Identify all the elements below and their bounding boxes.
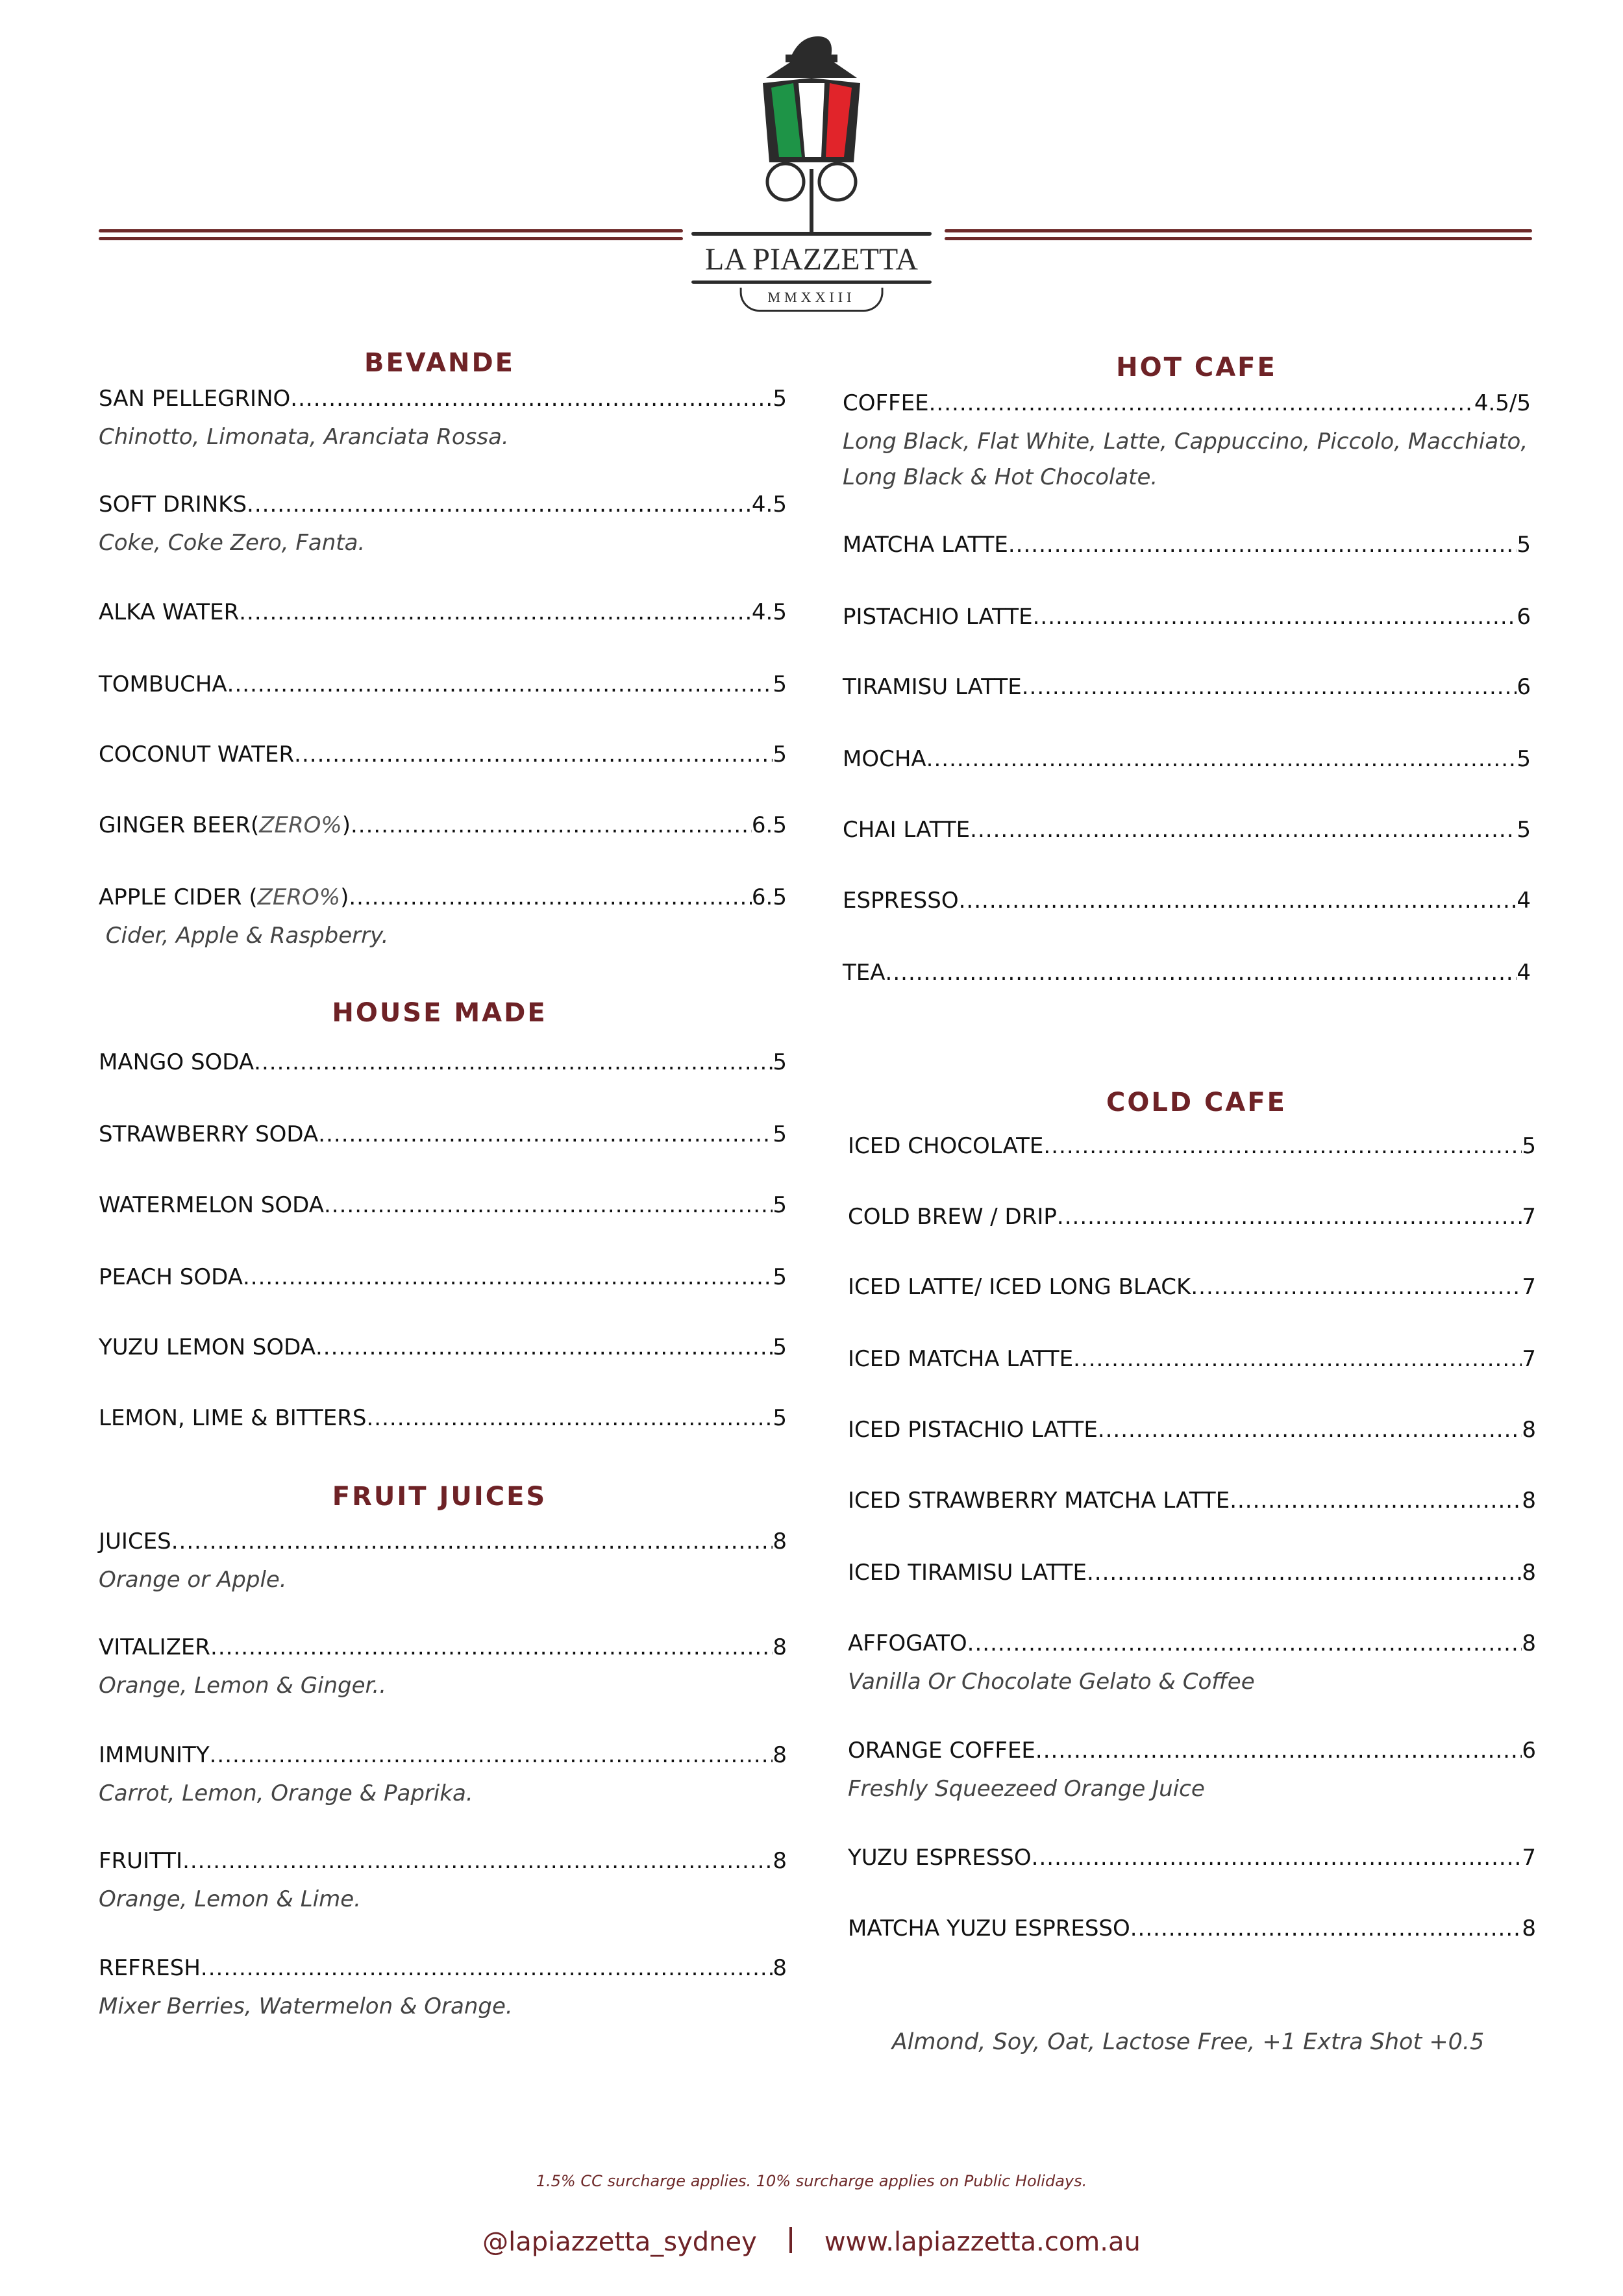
item-name-text: STRAWBERRY SODA — [99, 1121, 319, 1147]
item-name-text: ICED LATTE/ ICED LONG BLACK — [848, 1274, 1191, 1301]
item-name-text: VITALIZER — [99, 1634, 211, 1661]
menu-item — [843, 888, 1531, 914]
section-heading: COLD CAFE — [1106, 1088, 1287, 1117]
item-name-text: ICED CHOCOLATE — [848, 1132, 1044, 1159]
item-name — [99, 1405, 366, 1431]
description-line: Mixer Berries, Watermelon & Orange. — [99, 1993, 513, 2020]
menu-item — [843, 746, 1531, 772]
menu-item-line — [99, 1192, 787, 1218]
item-price: 5 — [1517, 531, 1531, 558]
item-price: 8 — [773, 1847, 787, 1874]
item-description — [99, 1668, 787, 1704]
item-name — [99, 742, 294, 767]
menu-item — [848, 1915, 1536, 1941]
menu-item — [99, 1192, 787, 1218]
item-name-text: MATCHA YUZU ESPRESSO — [848, 1915, 1130, 1941]
menu-item-line — [99, 1334, 787, 1360]
item-name-note: ZERO% — [259, 812, 342, 839]
dot-leader — [201, 1955, 773, 1981]
header-rule-left-bottom — [99, 237, 683, 240]
item-name — [99, 1192, 324, 1218]
item-name — [99, 492, 247, 518]
menu-item-line — [99, 671, 787, 697]
menu-item — [99, 1955, 787, 2025]
menu-item — [843, 960, 1531, 986]
item-price: 5 — [773, 1121, 787, 1147]
item-name-suffix: ) — [341, 812, 351, 839]
menu-item-line — [99, 599, 787, 625]
item-price: 5 — [773, 742, 787, 768]
item-name-text: TEA — [843, 959, 886, 986]
dot-leader — [1035, 1738, 1522, 1764]
item-name — [99, 1264, 243, 1290]
dot-leader — [886, 960, 1517, 986]
item-price: 4 — [1517, 887, 1531, 914]
footer — [0, 2227, 1623, 2257]
menu-item-line — [848, 1346, 1536, 1372]
item-name — [99, 1121, 318, 1147]
dot-leader — [1043, 1133, 1522, 1159]
item-name-text: TOMBUCHA — [99, 671, 227, 697]
menu-item-line — [848, 1274, 1536, 1300]
dot-leader — [171, 1529, 773, 1554]
dot-leader — [324, 1192, 773, 1218]
description-line: Orange, Lemon & Ginger.. — [99, 1673, 387, 1699]
item-name — [848, 1204, 1057, 1230]
dot-leader — [349, 884, 752, 910]
dot-leader — [1191, 1274, 1522, 1300]
menu-item-line — [99, 1121, 787, 1147]
item-name-text: PISTACHIO LATTE — [843, 603, 1033, 630]
menu-item — [848, 1738, 1536, 1807]
menu-item — [99, 1334, 787, 1360]
menu-item — [848, 1204, 1536, 1230]
dot-leader — [959, 888, 1517, 914]
dot-leader — [318, 1121, 773, 1147]
item-name-text: ESPRESSO — [843, 887, 959, 914]
item-price: 7 — [1522, 1274, 1536, 1301]
item-price: 5 — [773, 1334, 787, 1361]
menu-item — [843, 532, 1531, 558]
menu-item-line — [99, 1405, 787, 1431]
item-name-text: YUZU LEMON SODA — [99, 1334, 316, 1361]
item-name — [843, 817, 970, 843]
dot-leader — [1098, 1417, 1522, 1443]
menu-item-line — [99, 1049, 787, 1075]
item-name — [99, 386, 290, 412]
item-name-text: YUZU ESPRESSO — [848, 1845, 1032, 1871]
header-rule-left-top — [99, 229, 683, 232]
item-name-text: MANGO SODA — [99, 1049, 254, 1075]
menu-item — [848, 1845, 1536, 1871]
menu-item-line — [843, 674, 1531, 700]
item-name-text: PEACH SODA — [99, 1264, 243, 1290]
menu-item-line — [848, 1560, 1536, 1586]
item-name — [99, 1049, 254, 1075]
menu-item — [99, 1264, 787, 1290]
item-price: 8 — [1522, 1417, 1536, 1443]
item-price: 6 — [1517, 603, 1531, 630]
menu-item — [848, 1417, 1536, 1443]
item-description — [99, 1562, 787, 1598]
dot-leader — [182, 1848, 773, 1874]
dot-leader — [239, 599, 752, 625]
item-name — [843, 746, 926, 772]
item-price: 4.5/5 — [1474, 390, 1531, 417]
menu-item — [848, 1630, 1536, 1700]
item-name-text: GINGER BEER( — [99, 812, 260, 839]
item-description — [99, 1989, 787, 2025]
footer-separator — [789, 2227, 792, 2253]
menu-item — [99, 671, 787, 697]
dot-leader — [1033, 604, 1517, 630]
section-heading: BEVANDE — [364, 347, 515, 378]
item-name — [848, 1738, 1035, 1764]
item-name — [843, 532, 1008, 558]
header-rule-right-bottom — [945, 237, 1532, 240]
item-name — [848, 1274, 1191, 1300]
item-name-text: CHAI LATTE — [843, 816, 971, 843]
item-description — [843, 424, 1531, 495]
item-name — [99, 884, 349, 910]
dot-leader — [210, 1634, 773, 1660]
menu-item-line — [848, 1738, 1536, 1764]
dot-leader — [366, 1405, 773, 1431]
item-name-text: MOCHA — [843, 746, 926, 773]
item-name — [99, 1334, 316, 1360]
item-name — [848, 1346, 1073, 1372]
dot-leader — [351, 812, 752, 838]
description-line: Carrot, Lemon, Orange & Paprika. — [99, 1780, 473, 1806]
menu-item-line — [848, 1845, 1536, 1871]
dot-leader — [290, 386, 773, 412]
item-name-text: ALKA WATER — [99, 599, 240, 625]
menu-item-line — [843, 604, 1531, 630]
la-piazzetta-logo — [688, 32, 935, 286]
description-line: Orange or Apple. — [99, 1567, 287, 1593]
dot-leader — [210, 1742, 773, 1768]
description-line: Vanilla Or Chocolate Gelato & Coffee — [848, 1668, 1255, 1695]
menu-item — [99, 1848, 787, 1917]
menu-item-line — [843, 960, 1531, 986]
item-name-text: IMMUNITY — [99, 1741, 210, 1768]
logo-wordmark: LA PIAZZETTA — [704, 242, 919, 277]
menu-item-line — [99, 386, 787, 412]
item-price: 5 — [773, 1264, 787, 1290]
menu-item — [99, 1049, 787, 1075]
description-line: Freshly Squeezeed Orange Juice — [848, 1775, 1205, 1802]
item-name — [99, 671, 227, 697]
item-name — [843, 604, 1033, 630]
item-price: 7 — [1522, 1845, 1536, 1871]
menu-item — [99, 742, 787, 767]
item-name — [99, 599, 239, 625]
item-name — [99, 1848, 182, 1874]
menu-item-line — [843, 888, 1531, 914]
dot-leader — [1057, 1204, 1522, 1230]
item-name-text: ICED TIRAMISU LATTE — [848, 1559, 1087, 1586]
item-price: 5 — [773, 386, 787, 412]
item-description — [848, 1771, 1536, 1807]
item-price: 5 — [773, 1404, 787, 1431]
menu-item-line — [99, 812, 787, 838]
item-price: 8 — [1522, 1487, 1536, 1514]
section-heading: HOUSE MADE — [332, 997, 547, 1028]
menu-item-line — [99, 492, 787, 518]
dot-leader — [254, 1049, 773, 1075]
item-price: 5 — [773, 1049, 787, 1075]
menu-item-line — [843, 817, 1531, 843]
item-name-text: TIRAMISU LATTE — [843, 674, 1022, 701]
menu-item — [99, 884, 787, 954]
dot-leader — [970, 817, 1517, 843]
item-name-text: FRUITTI — [99, 1847, 183, 1874]
logo-year: MMXXIII — [740, 288, 884, 312]
item-price: 8 — [773, 1741, 787, 1768]
menu-item — [848, 1274, 1536, 1300]
item-name — [843, 960, 886, 986]
menu-item-line — [848, 1204, 1536, 1230]
item-price: 6 — [1522, 1737, 1536, 1764]
dot-leader — [926, 746, 1517, 772]
menu-item — [99, 1121, 787, 1147]
menu-item — [848, 1560, 1536, 1586]
description-line: Long Black & Hot Chocolate. — [843, 464, 1158, 491]
menu-item-line — [99, 1955, 787, 1981]
menu-item — [99, 1742, 787, 1812]
item-price: 5 — [1517, 816, 1531, 843]
header-rule-right-top — [945, 229, 1532, 232]
menu-item-line — [99, 742, 787, 767]
item-name — [99, 1955, 201, 1981]
dot-leader — [929, 390, 1474, 416]
item-name-text: MATCHA LATTE — [843, 531, 1008, 558]
menu-item-line — [99, 884, 787, 910]
menu-item-line — [843, 390, 1531, 416]
menu-item-line — [843, 532, 1531, 558]
dot-leader — [967, 1630, 1522, 1656]
item-price: 8 — [1522, 1915, 1536, 1941]
item-price: 7 — [1522, 1346, 1536, 1373]
item-name-text: COCONUT WATER — [99, 742, 295, 768]
item-name-text: SAN PELLEGRINO — [99, 386, 291, 412]
item-description — [99, 1882, 787, 1917]
item-description — [99, 1776, 787, 1812]
surcharge-notice: 1.5% CC surcharge applies. 10% surcharge applies on Public Holidays. — [536, 2172, 1087, 2190]
item-price: 6.5 — [751, 812, 787, 839]
item-price: 5 — [1517, 746, 1531, 773]
item-description — [99, 525, 787, 561]
dot-leader — [1022, 674, 1517, 700]
item-name — [848, 1845, 1032, 1871]
item-price: 5 — [773, 671, 787, 697]
menu-item — [848, 1346, 1536, 1372]
dot-leader — [243, 1264, 773, 1290]
menu-item — [99, 1529, 787, 1598]
dot-leader — [294, 742, 773, 767]
item-description — [848, 1664, 1536, 1700]
item-name-text: SOFT DRINKS — [99, 492, 247, 518]
menu-item-line — [99, 1634, 787, 1660]
description-line: Long Black, Flat White, Latte, Cappuccino, Piccolo, Macchiato, — [843, 429, 1528, 455]
item-name-text: WATERMELON SODA — [99, 1192, 324, 1218]
item-name-text: ICED PISTACHIO LATTE — [848, 1417, 1098, 1443]
menu-item — [848, 1488, 1536, 1514]
instagram-handle[interactable]: @lapiazzetta_sydney — [482, 2227, 757, 2257]
menu-item-line — [848, 1417, 1536, 1443]
dot-leader — [316, 1334, 773, 1360]
milk-options-note: Almond, Soy, Oat, Lactose Free, +1 Extra Shot +0.5 — [891, 2029, 1485, 2055]
item-name — [848, 1915, 1130, 1941]
item-price: 8 — [1522, 1630, 1536, 1656]
menu-item-line — [99, 1264, 787, 1290]
menu-item — [99, 386, 787, 455]
item-name — [99, 1529, 171, 1554]
item-name — [843, 390, 929, 416]
dot-leader — [227, 671, 773, 697]
description-line: Coke, Coke Zero, Fanta. — [99, 530, 365, 556]
menu-item-line — [99, 1848, 787, 1874]
menu-item — [99, 599, 787, 625]
dot-leader — [1230, 1488, 1522, 1514]
item-price: 6.5 — [751, 884, 787, 911]
menu-item — [848, 1133, 1536, 1159]
item-name-text: REFRESH — [99, 1955, 201, 1982]
menu-item — [99, 1405, 787, 1431]
item-name-text: ICED STRAWBERRY MATCHA LATTE — [848, 1487, 1230, 1514]
item-name — [848, 1417, 1098, 1443]
item-name — [99, 812, 351, 838]
item-name-text: COFFEE — [843, 390, 929, 417]
item-name-text: ICED MATCHA LATTE — [848, 1346, 1074, 1373]
menu-item-line — [99, 1529, 787, 1554]
menu-item — [99, 812, 787, 838]
menu-item-line — [848, 1488, 1536, 1514]
menu-item-line — [848, 1133, 1536, 1159]
item-name-text: COLD BREW / DRIP — [848, 1203, 1057, 1230]
item-name-text: APPLE CIDER ( — [99, 884, 258, 911]
menu-item — [843, 674, 1531, 700]
menu-item — [99, 492, 787, 561]
item-description — [99, 918, 787, 954]
item-price: 4.5 — [751, 599, 787, 625]
item-name — [843, 888, 959, 914]
item-name — [843, 674, 1022, 700]
item-name — [99, 1742, 210, 1768]
dot-leader — [1032, 1845, 1522, 1871]
item-price: 8 — [773, 1529, 787, 1555]
item-name-suffix: ) — [340, 884, 349, 911]
item-name — [848, 1560, 1087, 1586]
item-name — [848, 1488, 1230, 1514]
menu-item-line — [843, 746, 1531, 772]
item-price: 5 — [773, 1192, 787, 1218]
menu-item — [99, 1634, 787, 1704]
website-link[interactable]: www.lapiazzetta.com.au — [824, 2227, 1141, 2257]
dot-leader — [247, 492, 752, 518]
dot-leader — [1073, 1346, 1522, 1372]
description-line: Orange, Lemon & Lime. — [99, 1886, 361, 1912]
menu-item-line — [99, 1742, 787, 1768]
item-name-text: JUICES — [99, 1529, 171, 1555]
dot-leader — [1087, 1560, 1522, 1586]
menu-item — [843, 390, 1531, 495]
item-price: 6 — [1517, 674, 1531, 701]
description-line: Cider, Apple & Raspberry. — [99, 923, 389, 949]
dot-leader — [1130, 1915, 1522, 1941]
item-price: 7 — [1522, 1203, 1536, 1230]
item-name-text: ORANGE COFFEE — [848, 1737, 1035, 1764]
item-price: 4 — [1517, 959, 1531, 986]
dot-leader — [1008, 532, 1517, 558]
item-name-text: LEMON, LIME & BITTERS — [99, 1404, 367, 1431]
item-price: 4.5 — [751, 492, 787, 518]
menu-item — [843, 604, 1531, 630]
item-price: 5 — [1522, 1132, 1536, 1159]
menu-item-line — [848, 1630, 1536, 1656]
item-description — [99, 419, 787, 455]
section-heading: FRUIT JUICES — [332, 1482, 547, 1512]
item-name — [848, 1630, 967, 1656]
section-heading: HOT CAFE — [1116, 352, 1277, 382]
item-name — [848, 1133, 1043, 1159]
item-name — [99, 1634, 210, 1660]
menu-item — [843, 817, 1531, 843]
item-name-note: ZERO% — [257, 884, 341, 911]
item-name-text: AFFOGATO — [848, 1630, 967, 1656]
menu-item-line — [848, 1915, 1536, 1941]
item-price: 8 — [1522, 1559, 1536, 1586]
description-line: Chinotto, Limonata, Aranciata Rossa. — [99, 424, 509, 451]
item-price: 8 — [773, 1634, 787, 1661]
item-price: 8 — [773, 1955, 787, 1982]
